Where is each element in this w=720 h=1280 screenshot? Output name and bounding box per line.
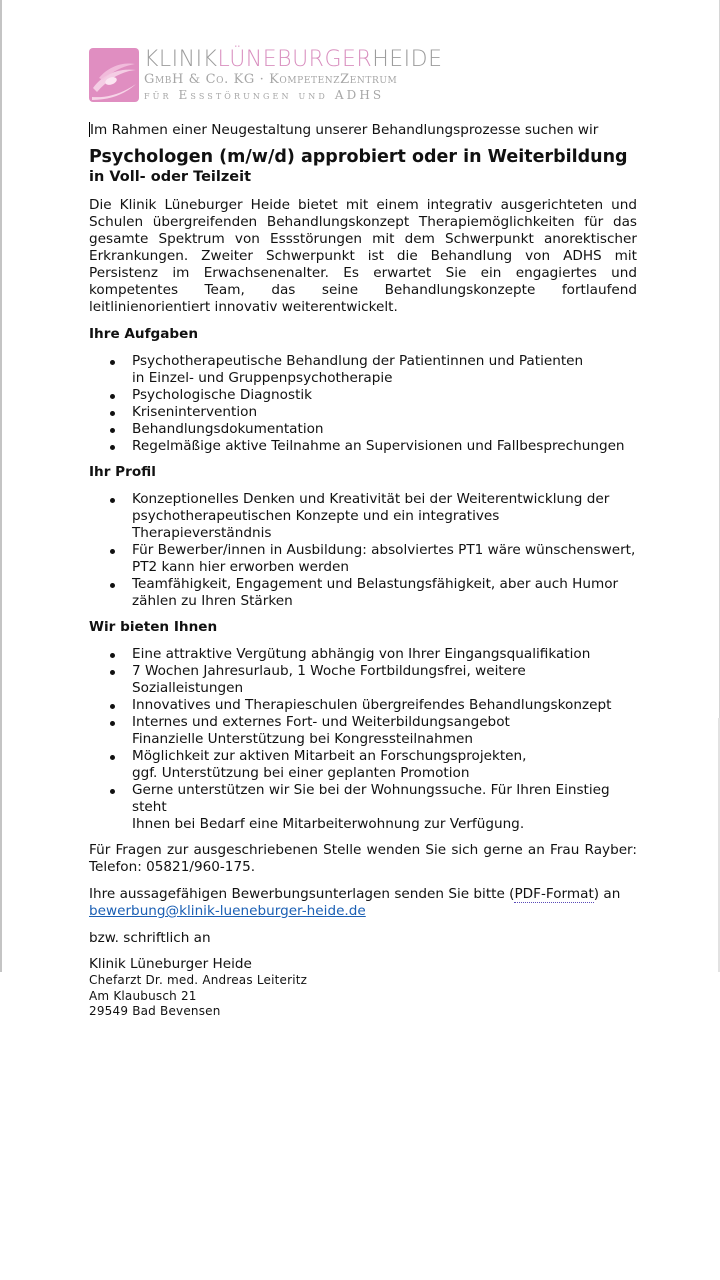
list-item-text: Internes und externes Fort- und Weiterbildungsangebot	[132, 714, 510, 730]
contact-questions: Für Fragen zur ausgeschriebenen Stelle wenden Sie sich gerne an Frau Rayber: Telefon: 05821/960-175.	[89, 842, 637, 875]
application-instructions	[89, 886, 637, 920]
list-item	[132, 421, 637, 438]
application-email-link[interactable]: bewerbung@klinik-lueneburger-heide.de	[89, 903, 366, 919]
list-item	[132, 542, 637, 576]
list-item	[132, 782, 637, 833]
profile-heading: Ihr Profil	[89, 464, 156, 480]
list-item-text: 7 Wochen Jahresurlaub, 1 Woche Fortbildungsfrei, weitere Sozialleistungen	[132, 663, 526, 696]
tasks-heading: Ihre Aufgaben	[89, 326, 199, 342]
eye-logo-icon	[89, 48, 139, 102]
list-item-text: Gerne unterstützen wir Sie bei der Wohnungssuche. Für Ihren Einstieg steht	[132, 782, 610, 815]
address-contact-person: Chefarzt Dr. med. Andreas Leiteritz	[89, 973, 308, 987]
list-item-text: zählen zu Ihren Stärken	[132, 593, 293, 609]
clinic-description: Die Klinik Lüneburger Heide bietet mit einem integrativ ausgerichteten und Schulen übergreifenden Behandlungskonzept Therapiemöglichkeiten für das gesamte Spektrum von Essstörungen mit dem Schwerpunkt anorektischer Erkrankungen. Zweiter Schwerpunkt ist die Behandlung von ADHS mit Persistenz im Erwachsenenalter. Es erwartet Sie ein engagiertes und kompetentes Team, das seine Behandlungskonzepte fortlaufend leitlinienorientiert innovativ weiterentwickelt.	[89, 197, 637, 315]
list-item-text: Eine attraktive Vergütung abhängig von Ihrer Eingangsqualifikation	[132, 646, 591, 662]
offer-heading: Wir bieten Ihnen	[89, 619, 218, 635]
list-item-text: Behandlungsdokumentation	[132, 421, 324, 437]
application-text-pre: Ihre aussagefähigen Bewerbungsunterlagen senden Sie bitte (	[89, 886, 515, 902]
postal-intro: bzw. schriftlich an	[89, 930, 211, 946]
list-item-text: in Einzel- und Gruppenpsychotherapie	[132, 370, 393, 386]
application-text-post: ) an	[593, 886, 621, 902]
offer-list	[89, 646, 637, 833]
intro-label: Im Rahmen einer Neugestaltung unserer Behandlungsprozesse suchen wir	[90, 122, 599, 138]
list-item-text: Für Bewerber/innen in Ausbildung: absolviertes PT1 wäre wünschenswert,	[132, 542, 636, 558]
list-item	[132, 714, 637, 748]
postal-address	[89, 956, 637, 1020]
list-item-text: Ihnen bei Bedarf eine Mitarbeiterwohnung zur Verfügung.	[132, 816, 525, 832]
address-clinic-name: Klinik Lüneburger Heide	[89, 956, 252, 972]
list-item-text: Psychologische Diagnostik	[132, 387, 313, 403]
list-item	[132, 576, 637, 610]
list-item-text: Konzeptionelles Denken und Kreativität bei der Weiterentwicklung der	[132, 491, 610, 507]
tasks-list	[89, 353, 637, 455]
list-item-text: Möglichkeit zur aktiven Mitarbeit an Forschungsprojekten,	[132, 748, 527, 764]
logo-word-heide: HEIDE	[372, 47, 443, 72]
logo-company: GmbH & Co. KG · KompetenzZentrum	[144, 72, 398, 87]
list-item	[132, 438, 637, 455]
job-title: Psychologen (m/w/d) approbiert oder in Weiterbildung	[89, 147, 628, 167]
intro-text	[89, 122, 637, 139]
list-item	[132, 697, 637, 714]
list-item-text: Finanzielle Unterstützung bei Kongressteilnahmen	[132, 731, 473, 747]
list-item	[132, 387, 637, 404]
list-item	[132, 663, 637, 697]
list-item	[132, 491, 637, 542]
list-item-text: psychotherapeutischen Konzepte und ein integratives Therapieverständnis	[132, 508, 500, 541]
list-item-text: Psychotherapeutische Behandlung der Patientinnen und Patienten	[132, 353, 584, 369]
logo-tagline: für Essstörungen und ADHS	[144, 88, 385, 102]
profile-list	[89, 491, 637, 610]
list-item	[132, 353, 637, 387]
logo-title	[144, 48, 442, 72]
pdf-format-hint: PDF-Format	[514, 886, 594, 902]
list-item-text: PT2 kann hier erworben werden	[132, 559, 349, 575]
logo-wordmark	[144, 48, 442, 103]
list-item-text: Regelmäßige aktive Teilnahme an Supervisionen und Fallbesprechungen	[132, 438, 625, 454]
logo-word-klinik: KLINIK	[144, 47, 218, 72]
document-content	[89, 48, 637, 1020]
list-item-text: Teamfähigkeit, Engagement und Belastungsfähigkeit, aber auch Humor	[132, 576, 619, 592]
list-item-text: Krisenintervention	[132, 404, 258, 420]
list-item	[132, 404, 637, 421]
list-item-text: ggf. Unterstützung bei einer geplanten Promotion	[132, 765, 470, 781]
list-item	[132, 646, 637, 663]
list-item	[132, 748, 637, 782]
clinic-logo	[89, 48, 637, 104]
logo-word-lueneburger: LÜNEBURGER	[217, 47, 373, 72]
address-city: 29549 Bad Bevensen	[89, 1004, 221, 1018]
job-subtitle: in Voll- oder Teilzeit	[89, 169, 252, 185]
address-street: Am Klaubusch 21	[89, 988, 197, 1003]
list-item-text: Innovatives und Therapieschulen übergreifendes Behandlungskonzept	[132, 697, 612, 713]
